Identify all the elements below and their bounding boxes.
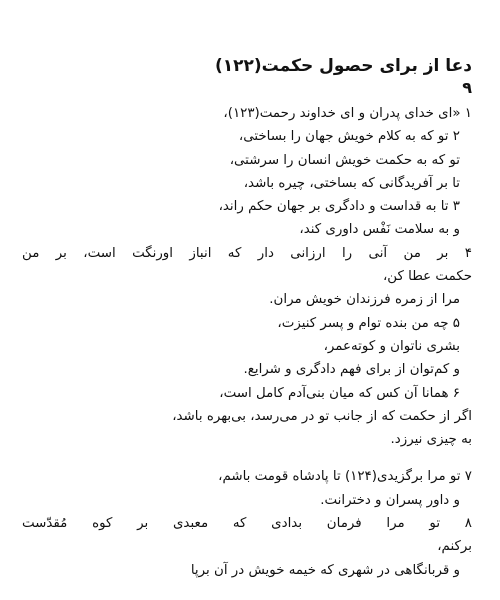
verse-block-2 bbox=[22, 465, 472, 581]
text-line: ۷ تو مرا برگزیدی(۱۲۴) تا پادشاه قومت باشم، bbox=[218, 469, 472, 485]
text-line: و به سلامت نَفْس داوری کند، bbox=[299, 222, 460, 238]
text-line: ۳ تا به قداست و دادگری بر جهان حکم راند، bbox=[218, 199, 460, 215]
verse-block-1 bbox=[22, 102, 472, 451]
chapter-number: ۹ bbox=[462, 78, 472, 97]
text-line: بشری ناتوان و کوته‌عمر، bbox=[323, 338, 460, 354]
paragraph-gap bbox=[22, 451, 472, 465]
text-line: حکمت عطا کن، bbox=[382, 269, 472, 285]
text-line: ۱ «ای خدای پدران و ای خداوند رحمت(۱۲۳)، bbox=[223, 106, 472, 121]
text-line: ۴ بر من آنی را ارزانی دار که انباز اورنگت است، بر من bbox=[22, 245, 472, 261]
text-line: ۶ همانا آن کس که میان بنی‌آدم کامل است، bbox=[219, 385, 460, 401]
text-line: برکنم، bbox=[437, 539, 472, 555]
text-line: اگر از حکمت که از جانب تو در می‌رسد، بی‌بهره باشد، bbox=[172, 408, 472, 424]
section-title: دعا از برای حصول حکمت(۱۲۲) bbox=[214, 56, 472, 76]
text-line: ۵ چه من بنده توام و پسر کنیزت، bbox=[277, 315, 460, 331]
text-line: ۲ تو که به کلام خویش جهان را بساختی، bbox=[238, 129, 460, 145]
text-line: تو که به حکمت خویش انسان را سرشتی، bbox=[229, 152, 460, 168]
text-line: و کم‌توان از برای فهم دادگری و شرایع. bbox=[243, 362, 460, 378]
text-line: و داور پسران و دخترانت. bbox=[320, 492, 460, 508]
text-line: به چیزی نیرزد. bbox=[390, 432, 472, 448]
text-line: مرا از زمره فرزندان خویش مران. bbox=[269, 292, 460, 308]
text-line: و قربانگاهی در شهری که خیمه خویش در آن برپا bbox=[190, 562, 460, 578]
text-line: تا بر آفریدگانی که بساختی، چیره باشد، bbox=[243, 175, 460, 191]
text-line: ۸ تو مرا فرمان بدادی که معبدی بر کوه مُقدّست bbox=[22, 516, 472, 532]
